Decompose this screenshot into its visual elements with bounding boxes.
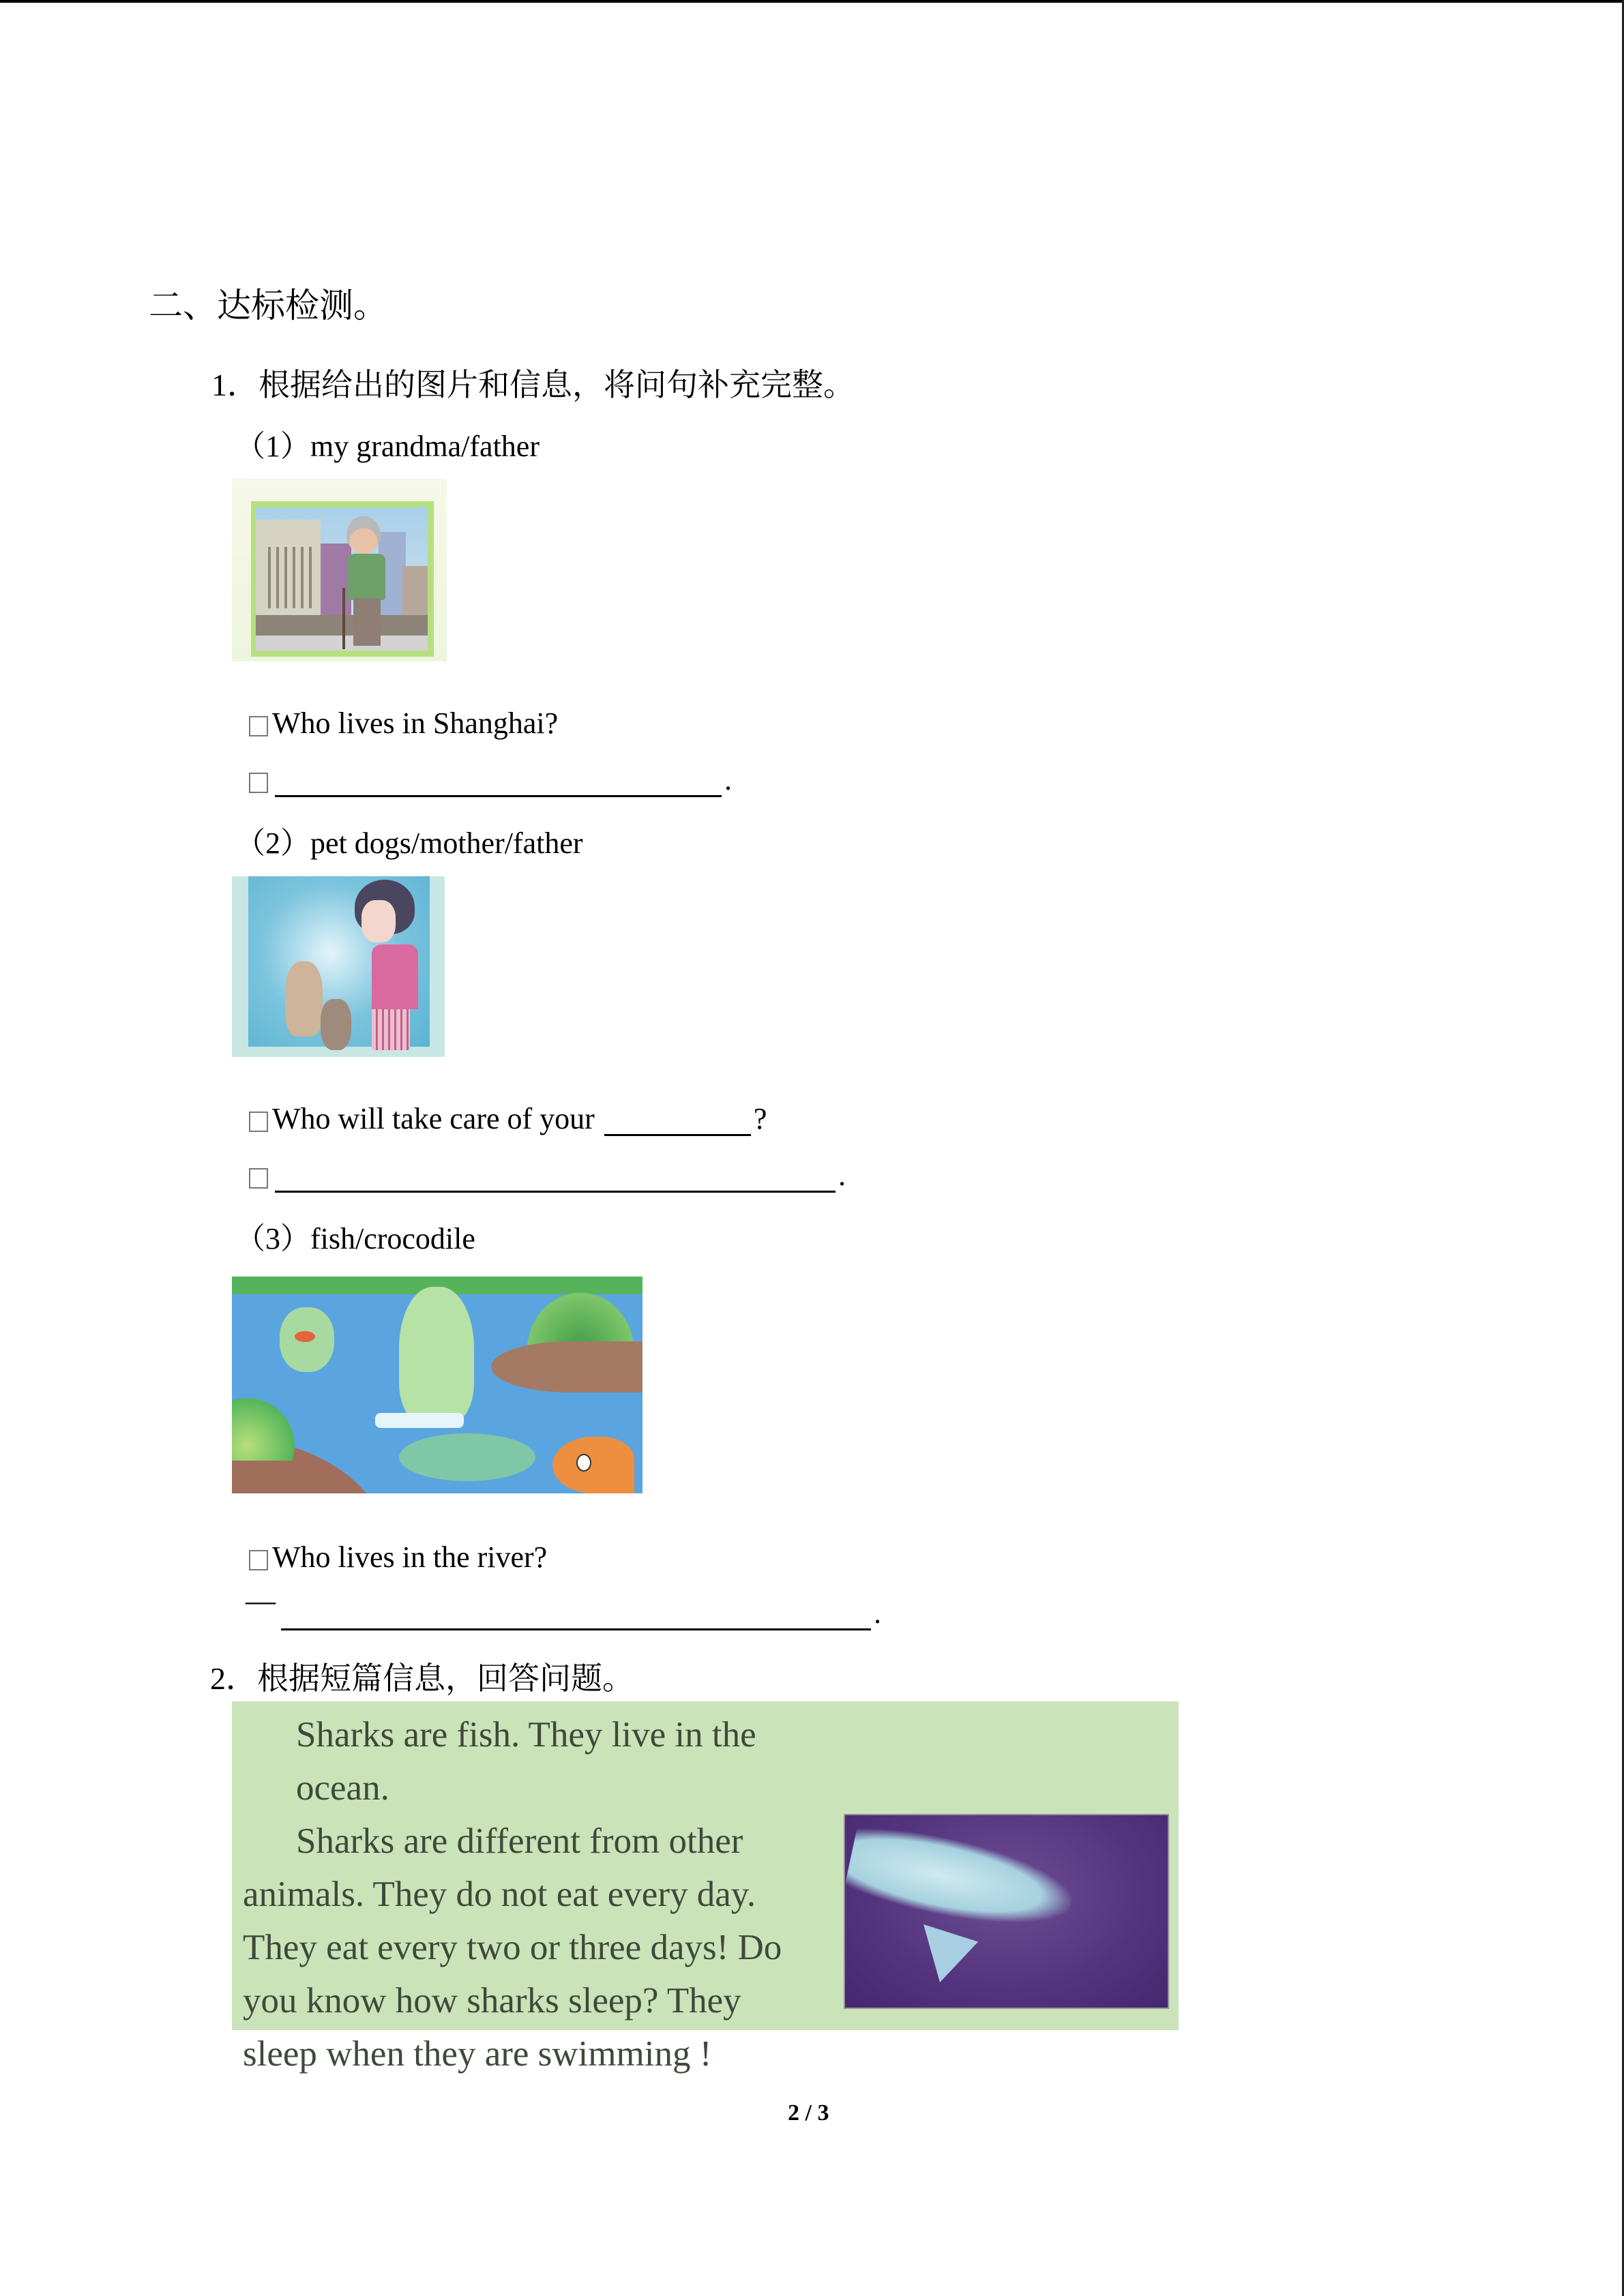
grandma-head bbox=[346, 516, 381, 554]
item-2-label: （2）pet dogs/mother/father bbox=[235, 826, 583, 860]
passage-line: Sharks are fish. They live in the ocean. bbox=[296, 1715, 756, 1808]
answer-dash: — bbox=[246, 1584, 276, 1617]
grandma-shanghai-image bbox=[232, 479, 447, 661]
checkbox-icon bbox=[249, 1550, 268, 1570]
cane bbox=[342, 588, 345, 649]
grandma-body bbox=[348, 554, 385, 600]
item-2-answer-suffix: . bbox=[838, 1159, 846, 1192]
page-number: 2 / 3 bbox=[788, 2100, 829, 2126]
page-top-border bbox=[0, 0, 1624, 3]
grandma-legs bbox=[353, 598, 381, 646]
item-1-label: （1）my grandma/father bbox=[235, 430, 540, 463]
river-bank bbox=[491, 1341, 643, 1392]
item-1-answer-suffix: . bbox=[724, 763, 732, 796]
item-3-label: （3）fish/crocodile bbox=[235, 1222, 475, 1255]
item-2-answer-blank[interactable] bbox=[275, 1163, 836, 1193]
big-crocodile bbox=[399, 1287, 474, 1423]
shark-fin bbox=[924, 1924, 978, 1982]
crocodile-tail bbox=[399, 1433, 535, 1481]
dog bbox=[285, 961, 323, 1037]
item-3-question-line bbox=[249, 1540, 547, 1575]
passage-line: They eat every two or three days! Do bbox=[243, 1928, 782, 1967]
passage-line: Sharks are different from other bbox=[296, 1821, 743, 1861]
reading-passage bbox=[232, 1701, 1179, 2074]
item-3-answer-suffix: . bbox=[874, 1596, 881, 1630]
item-1-answer-line bbox=[249, 762, 732, 797]
checkbox-icon bbox=[249, 1168, 268, 1189]
ground bbox=[256, 636, 428, 651]
checkbox-icon bbox=[249, 773, 268, 793]
item-2-question-blank[interactable] bbox=[604, 1107, 751, 1136]
item-2-question-suffix: ? bbox=[753, 1102, 767, 1135]
leaves bbox=[232, 1386, 307, 1461]
crocodile-mouth bbox=[295, 1331, 315, 1342]
item-1-question-line bbox=[249, 706, 558, 741]
shark-body bbox=[843, 1820, 1079, 1940]
mother-shirt bbox=[372, 944, 418, 1009]
section-title: 二、达标检测。 bbox=[149, 286, 387, 325]
passage-line: you know how sharks sleep? They bbox=[243, 1981, 741, 2021]
wall bbox=[256, 615, 428, 636]
checkbox-icon bbox=[249, 716, 268, 736]
mother-pants bbox=[372, 1009, 410, 1050]
item-3-question: Who lives in the river? bbox=[272, 1540, 548, 1574]
item-2-answer-line bbox=[249, 1158, 846, 1193]
item-1-answer-blank[interactable] bbox=[275, 768, 722, 797]
mother-dogs-image bbox=[232, 876, 445, 1057]
mother-face bbox=[361, 900, 396, 942]
item-3-answer-line bbox=[246, 1584, 881, 1630]
shark-image bbox=[844, 1814, 1169, 2009]
item-2-question-line bbox=[249, 1101, 767, 1136]
passage-text bbox=[243, 1708, 857, 2081]
fish-eye bbox=[576, 1454, 591, 1472]
passage-line: animals. They do not eat every day. bbox=[243, 1875, 756, 1914]
item-3-answer-blank[interactable] bbox=[281, 1590, 871, 1630]
crocodile-fish-image bbox=[232, 1277, 643, 1493]
checkbox-icon bbox=[249, 1112, 268, 1132]
fish bbox=[552, 1437, 634, 1493]
question-2-title: 2．根据短篇信息，回答问题。 bbox=[210, 1661, 634, 1696]
question-1-title: 1．根据给出的图片和信息，将问句补充完整。 bbox=[211, 368, 855, 402]
item-2-question-prefix: Who will take care of your bbox=[272, 1102, 595, 1135]
water-splash bbox=[375, 1413, 464, 1428]
item-1-question: Who lives in Shanghai? bbox=[272, 706, 559, 740]
passage-line: sleep when they are swimming ! bbox=[243, 2034, 712, 2074]
building-windows bbox=[263, 547, 314, 608]
dog bbox=[321, 999, 351, 1050]
